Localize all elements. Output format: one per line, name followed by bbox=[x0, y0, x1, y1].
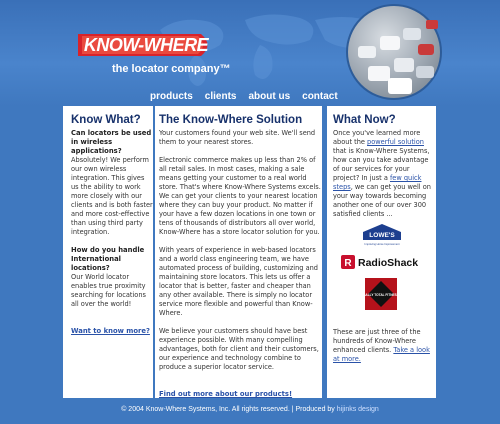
produced-by-text: Produced by bbox=[295, 406, 335, 413]
know-where-logo[interactable] bbox=[76, 30, 216, 60]
what-now-title: What Now? bbox=[333, 114, 396, 126]
nav-contact[interactable]: contact bbox=[302, 91, 338, 102]
logo-wordmark: KNOW-WHERE bbox=[83, 34, 209, 55]
nav-products[interactable]: products bbox=[150, 91, 193, 102]
site-header bbox=[0, 0, 500, 106]
few-quick-steps-link[interactable]: few quick steps bbox=[333, 174, 422, 191]
products-link[interactable]: Find out more about our products! bbox=[159, 390, 293, 398]
what-now-text-a: Once you've learned more about the bbox=[333, 129, 421, 146]
solution-paragraph-2: Electronic commerce makes up less than 2% of all retail sales. In most cases, making a sale means getting your customer to a real world store. That's where Know-Where Systems excels. We can get your clients to your nearest location where they can buy your product. No matter if your have a few dozen locations in one town or tens of thousands of distributors all over world, Know-Where has a store locator solution for you. bbox=[159, 156, 321, 236]
what-now-column bbox=[327, 106, 436, 398]
solution-paragraph-3: With years of experience in web-based locators and a world class engineering team, we have automated process of building, customizing and maintaining store locators. This lets us offer a locator that is better, faster and cheaper than any other available. There is simply no locator service more flexible and powerful than Know-Where. bbox=[159, 246, 318, 317]
nav-about-us[interactable]: about us bbox=[248, 91, 291, 102]
radioshack-logo bbox=[341, 253, 419, 271]
tagline: the locator company™ bbox=[112, 63, 231, 75]
bally-total-fitness-logo bbox=[365, 278, 397, 310]
copyright-text: © 2004 Know-Where Systems, Inc. All rights reserved. bbox=[121, 406, 290, 413]
powerful-solution-link[interactable]: powerful solution bbox=[367, 138, 424, 146]
solution-title: The Know-Where Solution bbox=[159, 114, 303, 126]
know-what-column bbox=[63, 106, 153, 398]
solution-column bbox=[155, 106, 322, 398]
lowes-logo-text: LOWE'S bbox=[369, 232, 395, 239]
faq-answer-international: Our World locator enables true proximity searching for locations all over the world! bbox=[71, 273, 146, 308]
traffic-photo bbox=[346, 4, 442, 100]
footer-separator: | bbox=[291, 406, 294, 413]
want-to-know-more-link[interactable]: Want to know more? bbox=[71, 327, 150, 335]
nav-clients[interactable]: clients bbox=[204, 91, 237, 102]
bally-logo-text: BALLY TOTAL FITNESS bbox=[363, 293, 399, 297]
faq-answer-wireless: Absolutely! We perform our own wireless integration. This gives us the ability to work more closely with our clients and is both faster and more cost-effective than using third party integration. bbox=[71, 156, 153, 236]
faq-question-international: How do you handle International locations? bbox=[71, 246, 145, 272]
what-now-text-b: that is Know-Where Systems, how can you take advantage of our services for your project? In just a bbox=[333, 147, 430, 182]
take-a-look-link[interactable]: Take a look at more. bbox=[333, 346, 430, 363]
what-now-text-c: , we can get you well on your way towards becoming another one of our over 300 satisfied clients ... bbox=[333, 183, 431, 218]
solution-paragraph-1: Your customers found your web site. We'll send them to your nearest stores. bbox=[159, 129, 316, 146]
know-what-title: Know What? bbox=[71, 114, 141, 126]
lowes-logo-subtext: Improving Home Improvement bbox=[364, 243, 400, 246]
clients-text: These are just three of the hundreds of Know-Where enhanced clients. bbox=[333, 328, 421, 354]
what-now-paragraph bbox=[333, 129, 436, 219]
lowes-logo bbox=[363, 224, 401, 246]
hijinks-design-link[interactable]: hijinks design bbox=[336, 406, 379, 413]
radioshack-logo-text: RadioShack bbox=[358, 257, 419, 269]
faq-question-wireless: Can locators be used in wireless applications? bbox=[71, 129, 152, 155]
svg-text:R: R bbox=[344, 258, 352, 269]
main-nav bbox=[150, 91, 338, 102]
clients-paragraph bbox=[333, 328, 436, 364]
solution-paragraph-4: We believe your customers should have best experience possible. With many compelling advantages, both for client and their customers, our experience and technology combine to produce a superior locator service. bbox=[159, 327, 319, 371]
traffic-cars-graphic bbox=[348, 6, 444, 102]
site-footer bbox=[0, 406, 500, 413]
